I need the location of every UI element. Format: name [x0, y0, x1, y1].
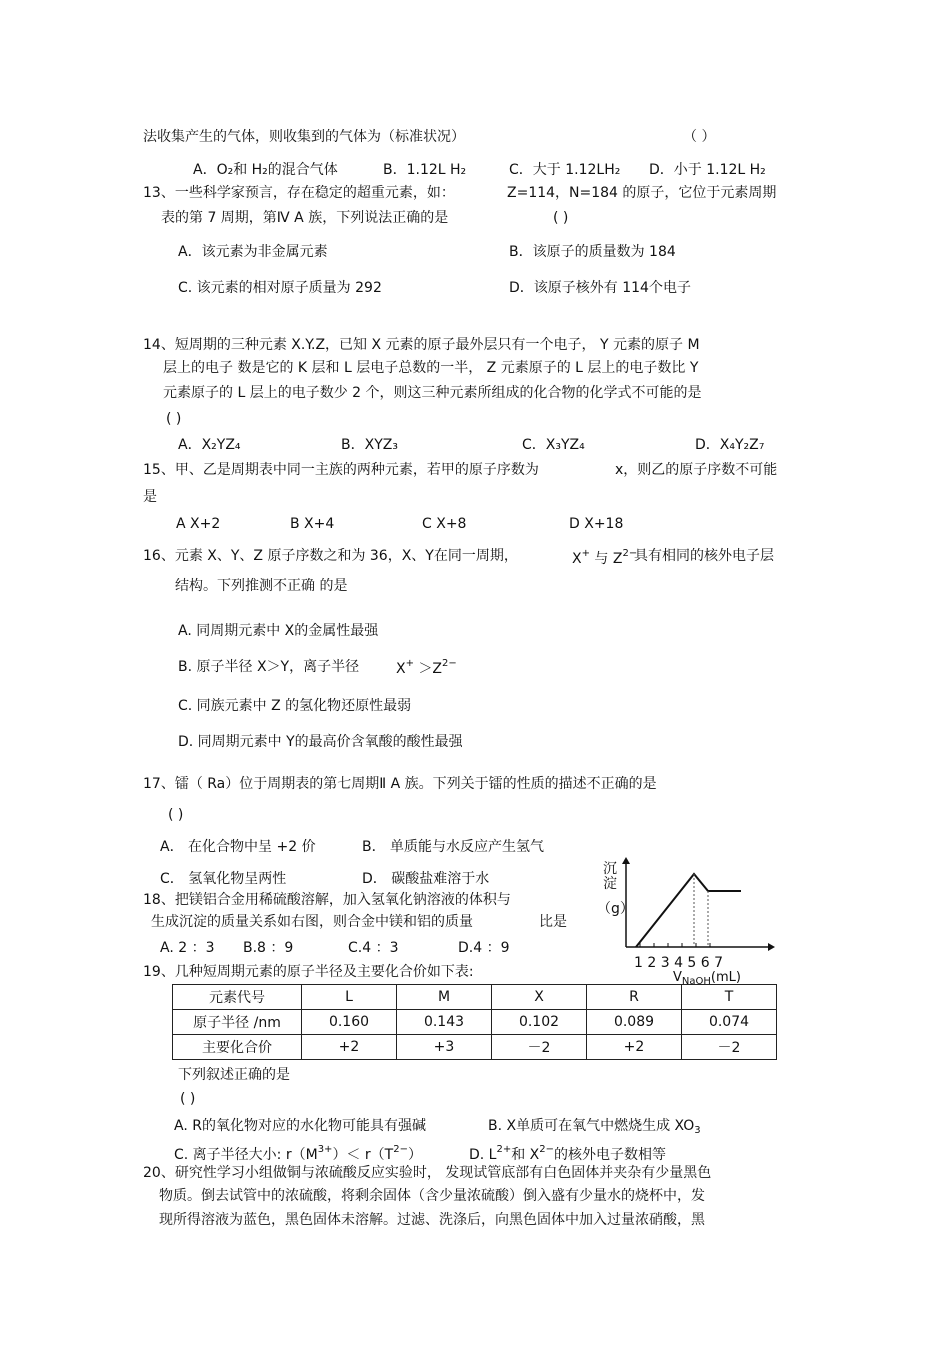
q14-stem-2: 层上的电子 数是它的 K 层和 L 层电子总数的一半， Z 元素原子的 L 层上的电子数比 Y [163, 360, 699, 376]
q13-stem-1: 13、一些科学家预言，存在稳定的超重元素，如： [143, 185, 455, 201]
q13-option-a: A．该元素为非金属元素 [178, 244, 328, 260]
q14-stem-1: 14、短周期的三种元素 X.Y.Z，已知 X 元素的原子最外层只有一个电子， Y 元素的原子 M [143, 337, 700, 353]
q18-option-a: A. 2 ：3 [160, 940, 215, 956]
graph-ylabel-1: 沉 [603, 861, 617, 877]
q12-option-d: D．小于 1.12L H₂ [649, 162, 766, 178]
table-cell: +2 [302, 1035, 397, 1060]
table-header-cell: 元素代号 [173, 985, 302, 1010]
q12-option-a: A．O₂和 H₂的混合气体 [193, 162, 338, 178]
q13-option-b: B．该原子的质量数为 184 [509, 244, 676, 260]
table-cell: －2 [682, 1035, 777, 1060]
q17-stem-1: 17、镭（ Ra）位于周期表的第七周期Ⅱ A 族。下列关于镭的性质的描述不正确的是 [143, 776, 657, 792]
q16-option-b-ions: $X^+ >Z^{2-}$ [396, 658, 457, 677]
q15-stem-2: 是 [143, 489, 157, 505]
q18-option-c: C.4 ：3 [348, 940, 399, 956]
q14-option-d: D．X₄Y₂Z₇ [695, 437, 765, 453]
q17-option-c: C． 氢氧化物呈两性 [160, 871, 287, 887]
q13-option-d: D．该原子核外有 114个电子 [509, 280, 691, 296]
q20-stem-1: 20、研究性学习小组做铜与浓硫酸反应实验时， 发现试管底部有白色固体并夹杂有少量黑色 [143, 1165, 712, 1181]
graph-xticks: 1 2 3 4 5 6 7 [634, 955, 724, 971]
table-header-cell: M [397, 985, 492, 1010]
q16-option-b: B. 原子半径 X＞Y，离子半径 [178, 659, 360, 675]
table-header-cell: R [587, 985, 682, 1010]
q19-after-table: 下列叙述正确的是 [178, 1067, 290, 1083]
q15-option-d: D X+18 [569, 516, 624, 532]
q15-stem-1b: x，则乙的原子序数不可能 [615, 462, 778, 478]
y-axis-arrow [622, 857, 630, 864]
q14-option-b: B．XYZ₃ [341, 437, 398, 453]
q15-option-b: B X+4 [290, 516, 335, 532]
q20-stem-3: 现所得溶液为蓝色，黑色固体未溶解。过滤、洗涤后，向黑色固体中加入过量浓硝酸，黑 [159, 1212, 705, 1228]
graph-yunit: （g） [597, 901, 634, 917]
q20-stem-2: 物质。倒去试管中的浓硫酸，将剩余固体（含少量浓硫酸）倒入盛有少量水的烧杯中，发 [159, 1188, 705, 1204]
table-row [173, 1035, 777, 1060]
q17-option-b: B． 单质能与水反应产生氢气 [362, 839, 545, 855]
q18-stem-2b: 比是 [539, 914, 567, 930]
q16-ion-pair: X+ 与 $Z^{2-}$ [572, 548, 638, 567]
q14-option-c: C．X₃YZ₄ [522, 437, 585, 453]
q13-option-c: C. 该元素的相对原子质量为 292 [178, 280, 382, 296]
q12-option-c: C．大于 1.12LH₂ [509, 162, 621, 178]
q18-option-b: B.8 ：9 [243, 940, 294, 956]
q13-stem-2: 表的第 7 周期，第Ⅳ A 族，下列说法正确的是 [161, 210, 449, 226]
table-cell: 0.143 [397, 1010, 492, 1035]
q16-option-c: C. 同族元素中 Z 的氢化物还原性最弱 [178, 698, 412, 714]
q18-stem-2: 生成沉淀的质量关系如右图，则合金中镁和铝的质量 [151, 914, 473, 930]
q19-answer-paren: ( ) [180, 1091, 196, 1107]
q14-option-a: A．X₂YZ₄ [178, 437, 241, 453]
q17-option-a: A． 在化合物中呈 +2 价 [160, 839, 316, 855]
table-header-row [173, 985, 777, 1010]
graph-ylabel-2: 淀 [603, 876, 617, 892]
table-cell: －2 [492, 1035, 587, 1060]
q16-stem-2: 结构。下列推测不正确 的是 [175, 578, 348, 594]
q16-option-d: D. 同周期元素中 Y的最高价含氧酸的酸性最强 [178, 734, 463, 750]
q18-stem-1: 18、把镁铝合金用稀硫酸溶解，加入氢氧化钠溶液的体积与 [143, 892, 511, 908]
table-cell: +3 [397, 1035, 492, 1060]
q19-option-b: B. X单质可在氧气中燃烧生成 $XO_3$ [488, 1118, 701, 1136]
table-header-cell: T [682, 985, 777, 1010]
table-row [173, 1010, 777, 1035]
q12-stem-tail: 法收集产生的气体，则收集到的气体为（标准状况） [143, 129, 465, 145]
q13-stem-1b: Z=114，N=184 的原子，它位于元素周期 [507, 185, 777, 201]
q19-option-a: A. R的氧化物对应的水化物可能具有强碱 [174, 1118, 426, 1134]
q16-stem-1: 16、元素 X、Y、Z 原子序数之和为 36，X、Y在同一周期， [143, 548, 518, 564]
table-cell: 0.102 [492, 1010, 587, 1035]
q19-stem-1: 19、几种短周期元素的原子半径及主要化合价如下表: [143, 964, 474, 980]
q19-option-c: C. 离子半径大小: $r(M^{3+})< r(T^{2-})$ [174, 1144, 422, 1163]
q12-option-b: B．1.12L H₂ [383, 162, 467, 178]
table-cell: 0.074 [682, 1010, 777, 1035]
x-axis-arrow [768, 943, 775, 951]
q16-option-a: A. 同周期元素中 X的金属性最强 [178, 623, 379, 639]
table-cell: 0.089 [587, 1010, 682, 1035]
table-header-cell: L [302, 985, 397, 1010]
q18-option-d: D.4 ：9 [458, 940, 510, 956]
q15-option-c: C X+8 [422, 516, 467, 532]
q14-answer-paren: ( ) [166, 411, 182, 427]
q12-answer-paren: （ ） [683, 129, 716, 145]
table-cell: 主要化合价 [173, 1035, 302, 1060]
precipitate-curve [636, 874, 741, 947]
table-cell: 原子半径 /nm [173, 1010, 302, 1035]
graph-xlabel: $V_{NaOH}(mL)$ [673, 970, 741, 987]
q15-option-a: A X+2 [176, 516, 221, 532]
table-header-cell: X [492, 985, 587, 1010]
q15-stem-1: 15、甲、乙是周期表中同一主族的两种元素，若甲的原子序数为 [143, 462, 539, 478]
table-cell: 0.160 [302, 1010, 397, 1035]
table-cell: +2 [587, 1035, 682, 1060]
q19-option-d: D. $L^{2+}$和 $X^{2-}$的核外电子数相等 [469, 1144, 667, 1163]
q14-stem-3: 元素原子的 L 层上的电子数少 2 个，则这三种元素所组成的化合物的化学式不可能的是 [163, 385, 702, 401]
q16-stem-1b: 具有相同的核外电子层 [634, 548, 774, 564]
q17-option-d: D． 碳酸盐难溶于水 [362, 871, 490, 887]
q17-answer-paren: ( ) [168, 807, 184, 823]
element-table [172, 984, 777, 1060]
q13-answer-paren: ( ) [553, 210, 569, 226]
